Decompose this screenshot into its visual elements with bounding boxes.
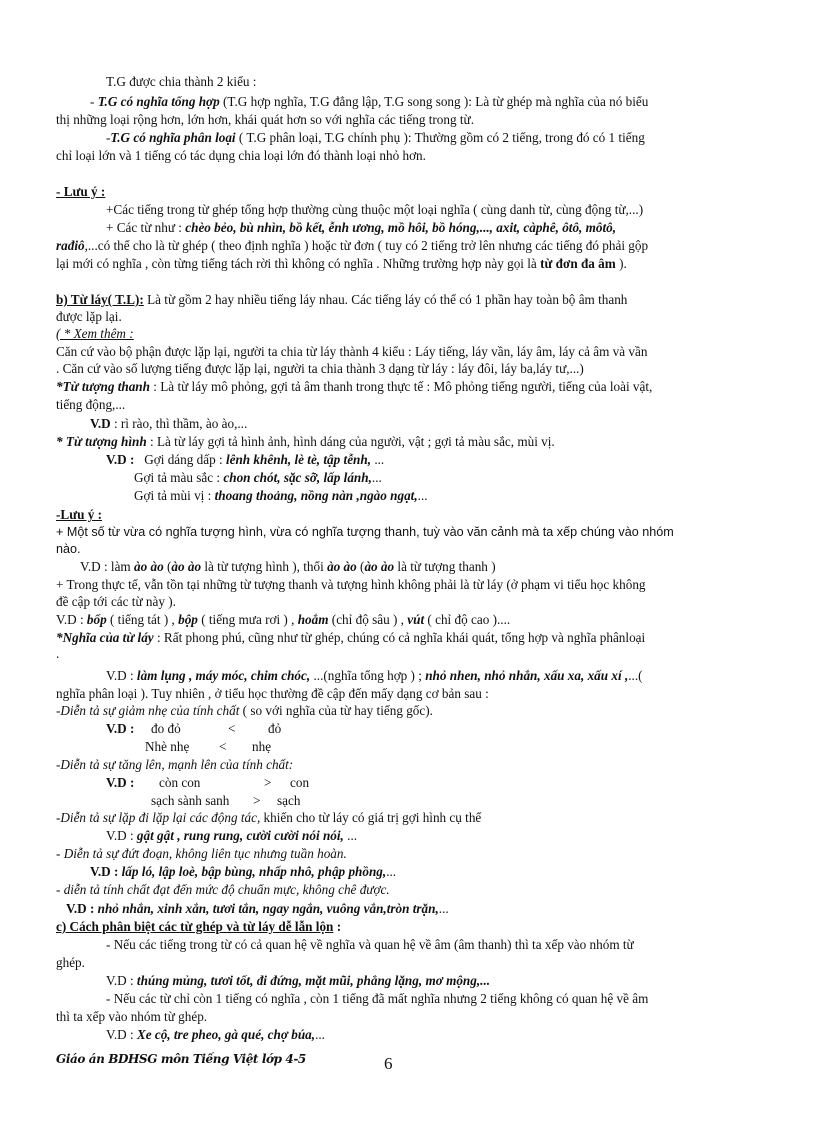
text-line: +Các tiếng trong từ ghép tổng hợp thường cùng thuộc một loại nghĩa ( cùng danh từ, cùng động từ,...) bbox=[106, 202, 644, 217]
text-line: Gợi tả màu sắc : chon chót, sặc sỡ, lấp lánh,... bbox=[134, 470, 382, 485]
text-line: V.D : thúng mủng, tươi tốt, đi đứng, mặt mũi, phẳng lặng, mơ mộng,... bbox=[106, 973, 491, 988]
text-line: tiếng động,... bbox=[56, 397, 126, 412]
text-line: nhẹ bbox=[252, 739, 272, 754]
text-line: - Nếu các từ chỉ còn 1 tiếng có nghĩa , còn 1 tiếng đã mất nghĩa nhưng 2 tiếng không có quan hệ về âm bbox=[106, 991, 649, 1006]
section-heading: c) Cách phân biệt các từ ghép và từ láy dễ lẫn lộn : bbox=[56, 919, 342, 934]
text-line: V.D : gật gật , rung rung, cười cười nói nói, ... bbox=[106, 828, 358, 843]
text-line: - Nếu các tiếng trong từ có cả quan hệ về nghĩa và quan hệ về âm (âm thanh) thì ta xếp vào nhóm từ bbox=[106, 937, 634, 952]
footer-title: Giáo án BDHSG môn Tiếng Việt lớp 4-5 bbox=[56, 1052, 306, 1066]
text-line: con bbox=[290, 775, 310, 790]
text-line: *Từ tượng thanh : Là từ láy mô phỏng, gợi tả âm thanh trong thực tế : Mô phỏng tiếng người, tiếng của loài vật, bbox=[56, 379, 653, 394]
text-line: b) Từ láy( T.L): Là từ gồm 2 hay nhiều tiếng láy nhau. Các tiếng láy có thể có 1 phần hay toàn bộ âm thanh bbox=[56, 292, 628, 307]
text-line: > bbox=[264, 775, 272, 790]
text-line: thì ta xếp vào nhóm từ ghép. bbox=[56, 1009, 208, 1024]
text-line: còn con bbox=[159, 775, 201, 790]
text-line: thị những loại rộng hơn, lớn hơn, khái quát hơn so với nghĩa các tiếng trong từ. bbox=[56, 112, 474, 127]
text-line: + Một số từ vừa có nghĩa tượng hình, vừa có nghĩa tượng thanh, tuỳ vào văn cảnh mà ta xếp chúng vào nhóm bbox=[56, 525, 674, 539]
text-line: V.D : bbox=[106, 721, 135, 736]
text-line: V.D : làm lụng , máy móc, chim chóc, ...(nghĩa tổng hợp ) ; nhỏ nhen, nhỏ nhắn, xấu xa, xấu xí ,...( bbox=[106, 668, 643, 683]
text-line: < bbox=[228, 721, 236, 736]
text-line: V.D : bbox=[106, 775, 135, 790]
text-line: T.G được chia thành 2 kiểu : bbox=[106, 74, 257, 89]
text-line: sạch bbox=[277, 793, 301, 808]
text-line: Nhè nhẹ bbox=[145, 739, 190, 754]
text-line: V.D : bốp ( tiếng tát ) , bộp ( tiếng mưa rơi ) , hoắm (chỉ độ sâu ) , vút ( chỉ độ cao ).... bbox=[56, 612, 511, 627]
section-heading: - Lưu ý : bbox=[56, 184, 106, 199]
text-line: > bbox=[253, 793, 261, 808]
text-line: < bbox=[219, 739, 227, 754]
text-line: V.D : làm ào ào (ào ào là từ tượng hình ), thổi ào ào (ào ào là từ tượng thanh ) bbox=[80, 559, 496, 574]
text-line: V.D : Xe cộ, tre pheo, gà qué, chợ búa,... bbox=[106, 1027, 325, 1042]
text-line: đỏ bbox=[268, 721, 282, 736]
section-heading: -Lưu ý : bbox=[56, 507, 103, 522]
text-line: rađiô,...có thể cho là từ ghép ( theo định nghĩa ) hoặc từ đơn ( tuy có 2 tiếng trở lên nhưng các tiếng đó phải gộp bbox=[56, 238, 649, 253]
text-line: V.D : Gợi dáng dấp : lênh khênh, lè tè, tập tễnh, ... bbox=[106, 452, 385, 467]
text-line: ( * Xem thêm : bbox=[56, 326, 134, 341]
text-line: nghĩa phân loại ). Tuy nhiên , ở tiểu học thường đề cập đến mấy dạng cơ bản sau : bbox=[56, 686, 489, 701]
text-line: - T.G có nghĩa tổng hợp (T.G hợp nghĩa, T.G đẳng lập, T.G song song ): Là từ ghép mà nghĩa của nó biểu bbox=[90, 94, 649, 109]
text-line: sạch sành sanh bbox=[151, 793, 230, 808]
text-line: Gợi tả mùi vị : thoang thoảng, nồng nàn ,ngào ngạt,... bbox=[134, 488, 428, 503]
text-line: -Diễn tả sự giảm nhẹ của tính chất ( so với nghĩa của từ hay tiếng gốc). bbox=[56, 703, 433, 718]
page-number: 6 bbox=[384, 1054, 393, 1073]
text-line: . bbox=[56, 646, 60, 661]
text-line: -Diễn tả sự tăng lên, mạnh lên của tính chất: bbox=[56, 757, 294, 772]
text-line: V.D : nhỏ nhắn, xinh xắn, tươi tắn, ngay ngắn, vuông vắn,tròn trặn,... bbox=[66, 901, 449, 916]
text-line: V.D : lấp ló, lập loè, bập bùng, nhấp nhô, phập phồng,... bbox=[90, 864, 397, 879]
text-line: Căn cứ vào bộ phận được lặp lại, người ta chia từ láy thành 4 kiểu : Láy tiếng, láy vần, láy âm, láy cả âm và vần bbox=[56, 344, 648, 359]
text-line: nào. bbox=[56, 542, 81, 556]
text-line: đo đỏ bbox=[151, 721, 181, 736]
text-line: -Diễn tả sự lặp đi lặp lại các động tác, khiến cho từ láy có giá trị gợi hình cụ thể bbox=[56, 810, 482, 825]
text-line: đề cập tới các từ này ). bbox=[56, 594, 176, 609]
text-line: -T.G có nghĩa phân loại ( T.G phân loại, T.G chính phụ ): Thường gồm có 2 tiếng, trong đó có 1 tiếng bbox=[106, 130, 645, 145]
text-line: được lặp lại. bbox=[56, 309, 122, 324]
text-line: lại mới có nghĩa , còn từng tiếng tách rời thì không có nghĩa . Những trường hợp này gọi là từ đơn đa âm ). bbox=[56, 256, 627, 271]
text-line: . Căn cứ vào số lượng tiếng được lặp lại, người ta chia thành 3 dạng từ láy : láy đôi, láy ba,láy tư,...) bbox=[56, 361, 584, 376]
text-line: + Các từ như : chèo bẻo, bù nhìn, bồ kết, ễnh ương, mồ hôi, bồ hóng,..., axit, càphê, ôtô, môtô, bbox=[106, 220, 617, 235]
text-line: V.D : rì rào, thì thầm, ào ào,... bbox=[90, 416, 248, 431]
text-line: - Diễn tả sự đứt đoạn, không liên tục nhưng tuần hoàn. bbox=[56, 846, 347, 861]
text-line: - diễn tả tính chất đạt đến mức độ chuẩn mực, không chê được. bbox=[56, 882, 390, 897]
text-line: *Nghĩa của từ láy : Rất phong phú, cũng như từ ghép, chúng có cả nghĩa khái quát, tổng hợp và nghĩa phânloại bbox=[56, 630, 646, 645]
text-line: * Từ tượng hình : Là từ láy gợi tả hình ảnh, hình dáng của người, vật ; gợi tả màu sắc, mùi vị. bbox=[56, 434, 555, 449]
text-line: + Trong thực tế, vẫn tồn tại những từ tượng thanh và tượng hình không phải là từ láy (ở phạm vi tiểu học không bbox=[56, 577, 646, 592]
text-line: ghép. bbox=[56, 955, 85, 970]
text-line: chỉ loại lớn và 1 tiếng có tác dụng chia loại lớn đó thành loại nhỏ hơn. bbox=[56, 148, 426, 163]
